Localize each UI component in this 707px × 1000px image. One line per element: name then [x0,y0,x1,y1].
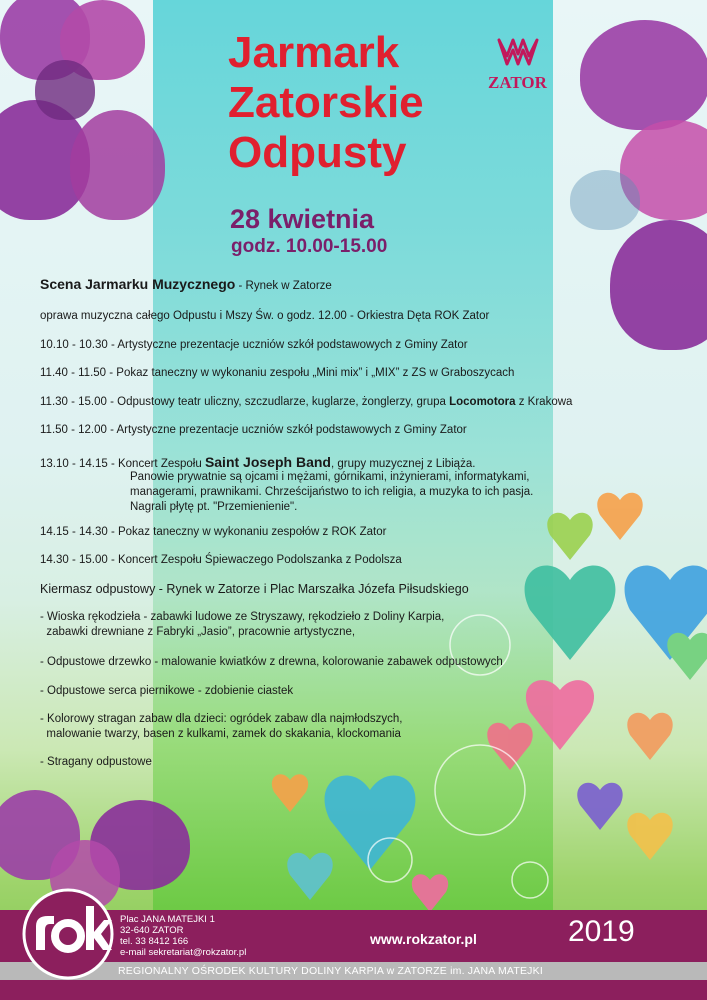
program-item: 14.30 - 15.00 - Koncert Zespołu Śpiewaczego Podolszanka z Podolsza [40,554,402,566]
email-link[interactable]: e-mail sekretariat@rokzator.pl [120,947,247,958]
year: 2019 [568,915,635,948]
program-item: 11.40 - 11.50 - Pokaz taneczny w wykonaniu zespołu „Mini mix” i „MIX” z ZS w Graboszycach [40,367,515,379]
program-item-theatre [40,396,572,408]
zator-brand-text: ZATOR [488,73,547,92]
fair-item: - Wioska rękodzieła - zabawki ludowe ze Stryszawy, rękodzieło z Doliny Karpia, [40,611,445,623]
address-line: 32-640 ZATOR [120,925,184,936]
website-link[interactable]: www.rokzator.pl [370,931,477,947]
fair-location: - Rynek w Zatorze i Plac Marszałka Józefa Piłsudskiego [155,582,469,596]
fair-item: malowanie twarzy, basen z kulkami, zamek do skakania, klockomania [40,728,401,740]
program-item: 14.15 - 14.30 - Pokaz taneczny w wykonaniu zespołów z ROK Zator [40,526,387,538]
program-item: oprawa muzyczna całego Odpustu i Mszy Św. o godz. 12.00 - Orkiestra Dęta ROK Zator [40,310,490,322]
fair-item: - Kolorowy stragan zabaw dla dzieci: ogródek zabaw dla najmłodszych, [40,713,403,725]
concert-description [130,470,533,515]
fair-item: zabawki drewniane z Fabryki „Jasio”, pracownie artystyczne, [40,626,356,638]
event-date: 28 kwietnia [230,204,375,234]
title-line-1: Jarmark [228,28,400,77]
concert-description-line: managerami, prawnikami. Chrześcijaństwo to ich religia, a muzyka to ich pasja. [130,486,534,498]
program-item: 10.10 - 10.30 - Artystyczne prezentacje uczniów szkół podstawowych z Gminy Zator [40,339,468,351]
concert-text: 13.10 - 14.15 - Koncert Zespołu [40,458,205,470]
title-line-3: Odpusty [228,128,407,177]
address-line: Plac JANA MATEJKI 1 [120,914,215,925]
theatre-text: 11.30 - 15.00 - Odpustowy teatr uliczny, szczudlarze, kuglarze, żonglerzy, grupa [40,396,450,408]
footer-address [120,914,246,958]
event-hours: godz. 10.00-15.00 [231,236,388,257]
fair-heading: Kiermasz odpustowy [40,582,156,596]
fair-heading-line [40,582,469,596]
crown-icon [497,36,539,68]
fair-item: - Stragany odpustowe [40,756,152,768]
fair-item: - Odpustowe drzewko - malowanie kwiatków z drewna, kolorowanie zabawek odpustowych [40,656,503,668]
concert-description-line: Nagrali płytę pt. "Przemienienie". [130,501,298,513]
rok-logo [22,888,114,980]
program-item: 11.50 - 12.00 - Artystyczne prezentacje uczniów szkół podstawowych z Gminy Zator [40,424,467,436]
concert-band-info: , grupy muzycznej z Libiąża. [330,458,476,470]
zator-logo [480,36,555,93]
theatre-city: z Krakowa [515,396,573,408]
scene-heading: Scena Jarmarku Muzycznego [40,276,236,292]
phone: tel. 33 8412 166 [120,936,189,947]
title-line-2: Zatorskie [228,78,424,127]
program-item-concert [40,454,475,470]
scene-heading-line [40,276,332,292]
flower-decoration-top-right [560,20,707,360]
fair-item: - Odpustowe serca piernikowe - zdobienie ciastek [40,685,294,697]
flower-decoration-top-left [0,0,180,260]
institution-name: REGIONALNY OŚRODEK KULTURY DOLINY KARPIA w ZATORZE im. JANA MATEJKI [118,965,543,977]
concert-description-line: Panowie prywatnie są ojcami i mężami, górnikami, inżynierami, informatykami, [130,471,530,483]
concert-band: Saint Joseph Band [204,454,331,470]
scene-location: - Rynek w Zatorze [235,280,332,292]
theatre-group: Locomotora [449,396,516,408]
